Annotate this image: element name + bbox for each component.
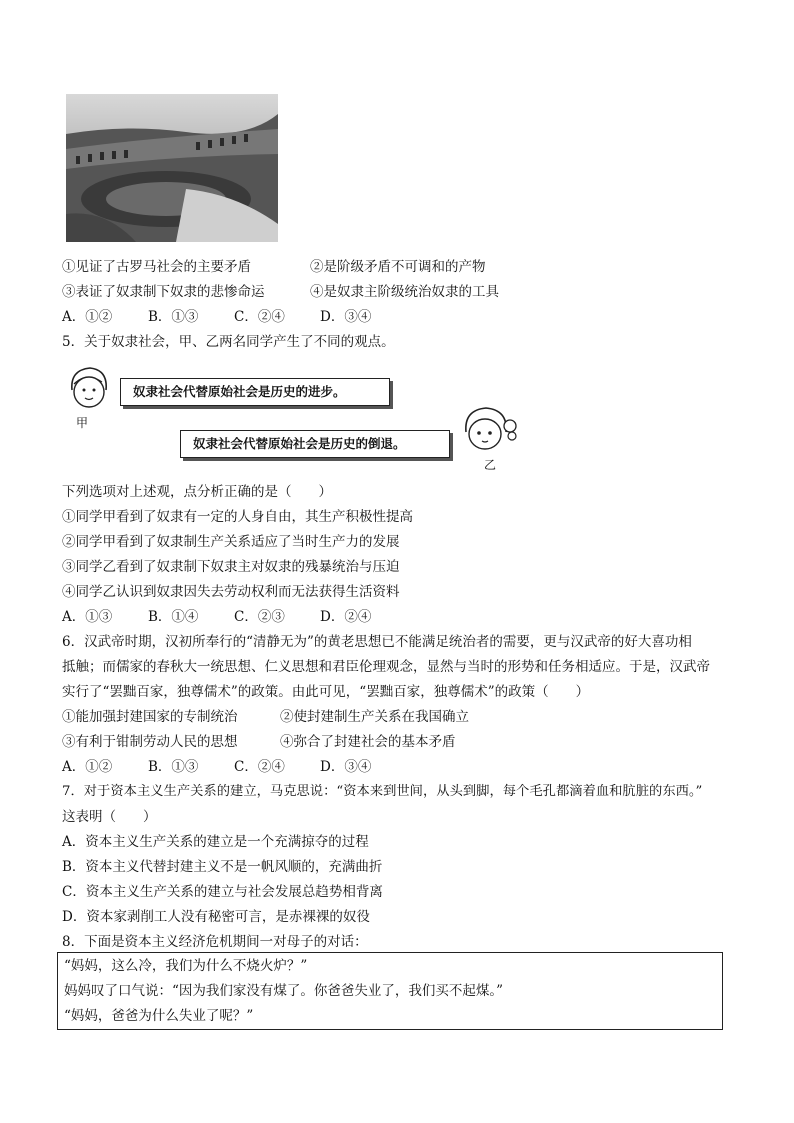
q6-statement-4: ④弥合了封建社会的基本矛盾: [280, 734, 456, 750]
q7-line-2: 这表明（ ）: [62, 809, 157, 825]
q5-option-d[interactable]: D．②④: [320, 609, 372, 625]
q5-statement-1: ①同学甲看到了奴隶有一定的人身自由，其生产积极性提高: [62, 509, 413, 525]
q5-statement-3: ③同学乙看到了奴隶制下奴隶主对奴隶的残暴统治与压迫: [62, 559, 400, 575]
q4-statement-3: ③表证了奴隶制下奴隶的悲惨命运: [62, 284, 265, 300]
label-yi: 乙: [484, 458, 497, 472]
q6-line-1: 6．汉武帝时期，汉初所奉行的“清静无为”的黄老思想已不能满足统治者的需要，更与汉武帝的好大喜功相: [62, 634, 692, 650]
q7-option-a[interactable]: A．资本主义生产关系的建立是一个充满掠夺的过程: [62, 834, 369, 850]
q8-dialog-line-3: “妈妈，爸爸为什么失业了呢？”: [64, 1008, 254, 1024]
q5-statement-2: ②同学甲看到了奴隶制生产关系适应了当时生产力的发展: [62, 534, 400, 550]
q5-statement-4: ④同学乙认识到奴隶因失去劳动权利而无法获得生活资料: [62, 584, 400, 600]
q8-stem: 8．下面是资本主义经济危机期间一对母子的对话：: [62, 934, 368, 950]
q6-options: [62, 758, 406, 776]
q4-option-c[interactable]: C．②④: [234, 309, 285, 325]
colosseum-photo: [66, 94, 278, 242]
q7-option-c[interactable]: C．资本主义生产关系的建立与社会发展总趋势相背离: [62, 884, 383, 900]
q6-statement-2: ②使封建制生产关系在我国确立: [280, 709, 469, 725]
q4-options: [62, 308, 406, 326]
q5-option-c[interactable]: C．②③: [234, 609, 285, 625]
q6-line-2: 抵触；而儒家的春秋大一统思想、仁义思想和君臣伦理观念，显然与当时的形势和任务相适应。于是，汉武帝: [62, 659, 710, 675]
q7-line-1: 7．对于资本主义生产关系的建立，马克思说：“资本来到世间，从头到脚，每个毛孔都滴着血和肮脏的东西。”: [62, 784, 703, 799]
q8-dialog-box: [57, 952, 723, 1030]
label-jia: 甲: [76, 416, 89, 430]
q4-statement-4: ④是奴隶主阶级统治奴隶的工具: [310, 284, 499, 300]
q4-statement-1: ①见证了古罗马社会的主要矛盾: [62, 259, 251, 275]
q6-statement-1: ①能加强封建国家的专制统治: [62, 709, 238, 725]
student-jia-icon: [66, 364, 112, 414]
q6-statement-3: ③有利于钳制劳动人民的思想: [62, 734, 238, 750]
q6-line-3: 实行了“罢黜百家，独尊儒术”的政策。由此可见，“罢黜百家，独尊儒术”的政策（ ）: [62, 684, 590, 700]
q7-option-b[interactable]: B．资本主义代替封建主义不是一帆风顺的，充满曲折: [62, 859, 383, 875]
q6-option-c[interactable]: C．②④: [234, 759, 285, 775]
q5-options: [62, 608, 406, 626]
bubble-jia: 奴隶社会代替原始社会是历史的进步。: [120, 378, 390, 406]
q8-dialog-line-1: “妈妈，这么冷，我们为什么不烧火炉？”: [64, 958, 308, 974]
q4-option-a[interactable]: A．①②: [62, 309, 113, 325]
q4-option-d[interactable]: D．③④: [320, 309, 372, 325]
q8-dialog-line-2: 妈妈叹了口气说：“因为我们家没有煤了。你爸爸失业了，我们买不起煤。”: [64, 983, 504, 999]
q6-option-b[interactable]: B．①③: [148, 759, 199, 775]
q6-option-d[interactable]: D．③④: [320, 759, 372, 775]
q7-option-d[interactable]: D．资本家剥削工人没有秘密可言，是赤裸裸的奴役: [62, 909, 370, 925]
q5-question: 下列选项对上述观，点分析正确的是（ ）: [62, 484, 332, 500]
q4-option-b[interactable]: B．①③: [148, 309, 199, 325]
bubble-yi: 奴隶社会代替原始社会是历史的倒退。: [180, 430, 450, 458]
student-yi-icon: [458, 402, 518, 456]
q6-option-a[interactable]: A．①②: [62, 759, 113, 775]
q5-option-b[interactable]: B．①④: [148, 609, 199, 625]
q5-option-a[interactable]: A．①③: [62, 609, 113, 625]
q5-stem: 5．关于奴隶社会，甲、乙两名同学产生了不同的观点。: [62, 334, 395, 350]
q4-statement-2: ②是阶级矛盾不可调和的产物: [310, 259, 486, 275]
